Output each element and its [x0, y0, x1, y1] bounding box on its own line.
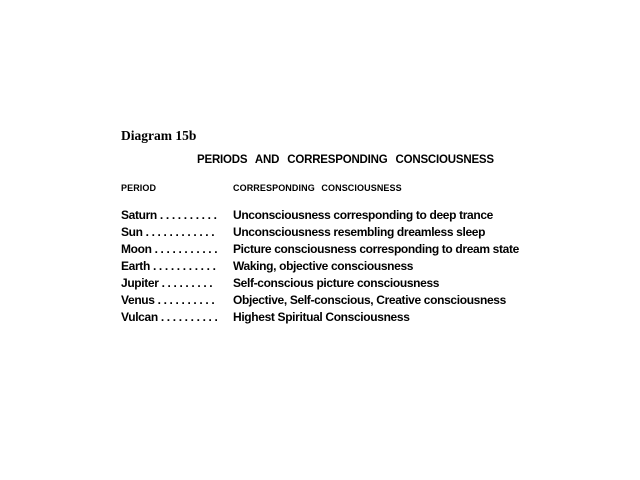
table-title: PERIODS AND CORRESPONDING CONSCIOUSNESS [197, 154, 494, 166]
consciousness-cell: Unconsciousness corresponding to deep trance [233, 207, 493, 222]
table-row [121, 308, 591, 325]
table-row [121, 291, 591, 308]
period-cell [121, 225, 233, 239]
period-cell [121, 208, 233, 222]
table-row [121, 274, 591, 291]
column-header-consciousness: CORRESPONDING CONSCIOUSNESS [233, 183, 402, 193]
period-name: Jupiter [121, 275, 159, 290]
column-header-period: PERIOD [121, 183, 157, 193]
period-name: Saturn [121, 207, 157, 222]
period-name: Venus [121, 292, 155, 307]
consciousness-cell: Self-conscious picture consciousness [233, 275, 440, 290]
period-cell [121, 242, 233, 256]
dot-leader: . . . . . . . . . . [157, 292, 215, 307]
table-row [121, 206, 591, 223]
table-row [121, 223, 591, 240]
consciousness-cell: Picture consciousness corresponding to dream state [233, 241, 519, 256]
period-name: Moon [121, 241, 152, 256]
period-cell [121, 310, 233, 324]
consciousness-cell: Objective, Self-conscious, Creative consciousness [233, 292, 506, 307]
column-headers [121, 183, 561, 195]
dot-leader: . . . . . . . . . . . [154, 241, 218, 256]
table-row [121, 257, 591, 274]
consciousness-cell: Highest Spiritual Consciousness [233, 309, 410, 324]
consciousness-cell: Waking, objective consciousness [233, 258, 414, 273]
periods-table [121, 206, 591, 325]
dot-leader: . . . . . . . . . . . [152, 258, 216, 273]
consciousness-cell: Unconsciousness resembling dreamless sleep [233, 224, 486, 239]
period-cell [121, 276, 233, 290]
table-row [121, 240, 591, 257]
diagram-label: Diagram 15b [121, 128, 197, 143]
period-cell [121, 293, 233, 307]
period-name: Sun [121, 224, 143, 239]
period-cell [121, 259, 233, 273]
dot-leader: . . . . . . . . . [161, 275, 213, 290]
dot-leader: . . . . . . . . . . [159, 207, 217, 222]
dot-leader: . . . . . . . . . . . . [145, 224, 215, 239]
period-name: Earth [121, 258, 150, 273]
period-name: Vulcan [121, 309, 158, 324]
dot-leader: . . . . . . . . . . [160, 309, 218, 324]
